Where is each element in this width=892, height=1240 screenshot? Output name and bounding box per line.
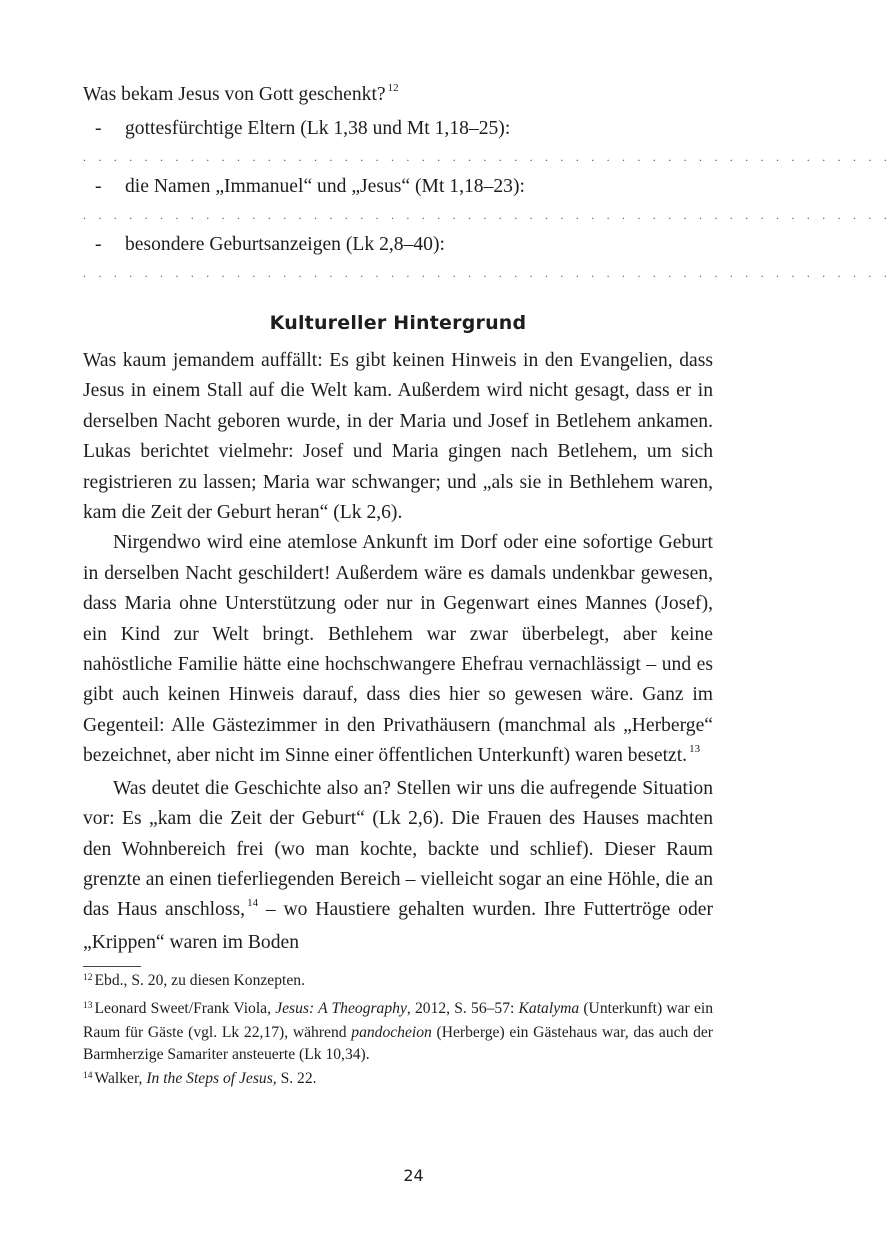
footnote-number: 13 — [83, 1000, 93, 1011]
footnote-number: 14 — [83, 1071, 93, 1082]
body-text — [83, 346, 713, 958]
footnote-text: (Unterkunft) war ein Raum für Gäste (vgl. Lk 22,17), während — [83, 999, 713, 1042]
footnote-text: (Herberge) ein Gästehaus war, das auch der Barmherzige Samariter ansteuerte (Lk 10,34). — [83, 1024, 713, 1063]
list-bullet: - — [95, 234, 102, 255]
footnote-text: , S. 22. — [272, 1070, 317, 1088]
question — [83, 78, 713, 114]
list-item-text: die Namen „Immanuel“ und „Jesus“ (Mt 1,18–23): — [125, 176, 525, 197]
footnote-ref-12: 12 — [387, 82, 399, 94]
footnote-12 — [83, 970, 713, 995]
footnote-text: Ebd., S. 20, zu diesen Konzepten. — [94, 972, 305, 990]
list-item — [83, 230, 713, 259]
footnote-book-title: Jesus: A Theography — [275, 999, 407, 1017]
footnote-term: pandocheion — [351, 1024, 432, 1042]
footnote-term: Katalyma — [518, 999, 580, 1017]
paragraph-text: Was kaum jemandem auffällt: Es gibt keinen Hinweis in den Evangelien, dass Jesus in einem Stall auf die Welt kam. Außerdem wird nicht gesagt, dass er in derselben Nacht geboren wurde, in der Maria und Josef in Betlehem ankamen. Lukas berichtet vielmehr: Josef und Maria gingen nach Betlehem, um sich registrieren zu lassen; Maria war schwanger; und „als sie in Bethlehem waren, kam die Zeit der Geburt heran“ (Lk 2,6). — [83, 350, 713, 524]
footnote-13 — [83, 998, 713, 1066]
paragraph-text: Nirgendwo wird eine atemlose Ankunft im Dorf oder eine sofortige Geburt in derselben Nacht geschildert! Außerdem wäre es damals undenkbar gewesen, dass Maria ohne Unterstützung oder nur in Gegenwart eines Mannes (Josef), ein Kind zur Welt bringt. Bethlehem war zwar überbelegt, aber keine nahöstliche Familie hätte eine hochschwangere Ehefrau vernachlässigt – und es gibt auch keinen Hinweis darauf, dass dies hier so gewesen wäre. Ganz im Gegenteil: Alle Gästezimmer in den Privathäusern (manchmal als „Herberge“ bezeichnet, aber nicht im Sinne einer öffentlichen Unterkunft) waren besetzt. — [83, 532, 713, 767]
footnote-text: , 2012, S. 56–57: — [406, 999, 519, 1017]
paragraph-text-continued: – wo Haustiere gehalten wurden. Ihre Futtertröge oder „Krippen“ waren im Boden — [83, 899, 713, 953]
list-item — [83, 172, 713, 201]
footnote-ref-13: 13 — [689, 743, 701, 756]
page-number: 24 — [403, 1166, 424, 1185]
footnote-book-title: In the Steps of Jesus — [146, 1070, 273, 1088]
section-title: Kultureller Hintergrund — [269, 312, 527, 334]
list-item-text: gottesfürchtige Eltern (Lk 1,38 und Mt 1,18–25): — [125, 118, 511, 139]
answer-line[interactable]: . . . . . . . . . . . . . . . . . . . . . . . . . . . . . . . . . . . . . . . . . . . . . . . . . . . . . — [83, 150, 892, 164]
paragraph — [83, 528, 713, 773]
list-bullet: - — [95, 118, 102, 139]
footnote-14 — [83, 1068, 713, 1093]
footnote-number: 12 — [83, 973, 93, 984]
page-content — [83, 78, 892, 1093]
footnote-text: Leonard Sweet/Frank Viola, — [94, 999, 276, 1017]
footnote-text: Walker, — [94, 1070, 147, 1088]
list-item — [83, 114, 713, 143]
paragraph — [83, 774, 713, 958]
list-item-text: besondere Geburtsanzeigen (Lk 2,8–40): — [125, 234, 445, 255]
list-bullet: - — [95, 176, 102, 197]
paragraph — [83, 346, 713, 528]
footnote-ref-14: 14 — [247, 897, 259, 910]
answer-line[interactable]: . . . . . . . . . . . . . . . . . . . . . . . . . . . . . . . . . . . . . . . . . . . . . . . . . . . . . — [83, 266, 892, 280]
answer-line[interactable]: . . . . . . . . . . . . . . . . . . . . . . . . . . . . . . . . . . . . . . . . . . . . . . . . . . . . . — [83, 208, 892, 222]
paragraph-text: Was deutet die Geschichte also an? Stellen wir uns die aufregende Situation vor: Es „kam die Zeit der Geburt“ (Lk 2,6). Die Frauen des Hauses machten den Wohnbereich frei (wo man kochte, backte und schlief). Dieser Raum grenzte an einen tieferliegenden Bereich – vielleicht sogar an eine Höhle, die an das Haus anschloss, — [83, 777, 713, 921]
question-text: Was bekam Jesus von Gott geschenkt? — [83, 84, 386, 105]
footnote-divider — [83, 966, 141, 967]
